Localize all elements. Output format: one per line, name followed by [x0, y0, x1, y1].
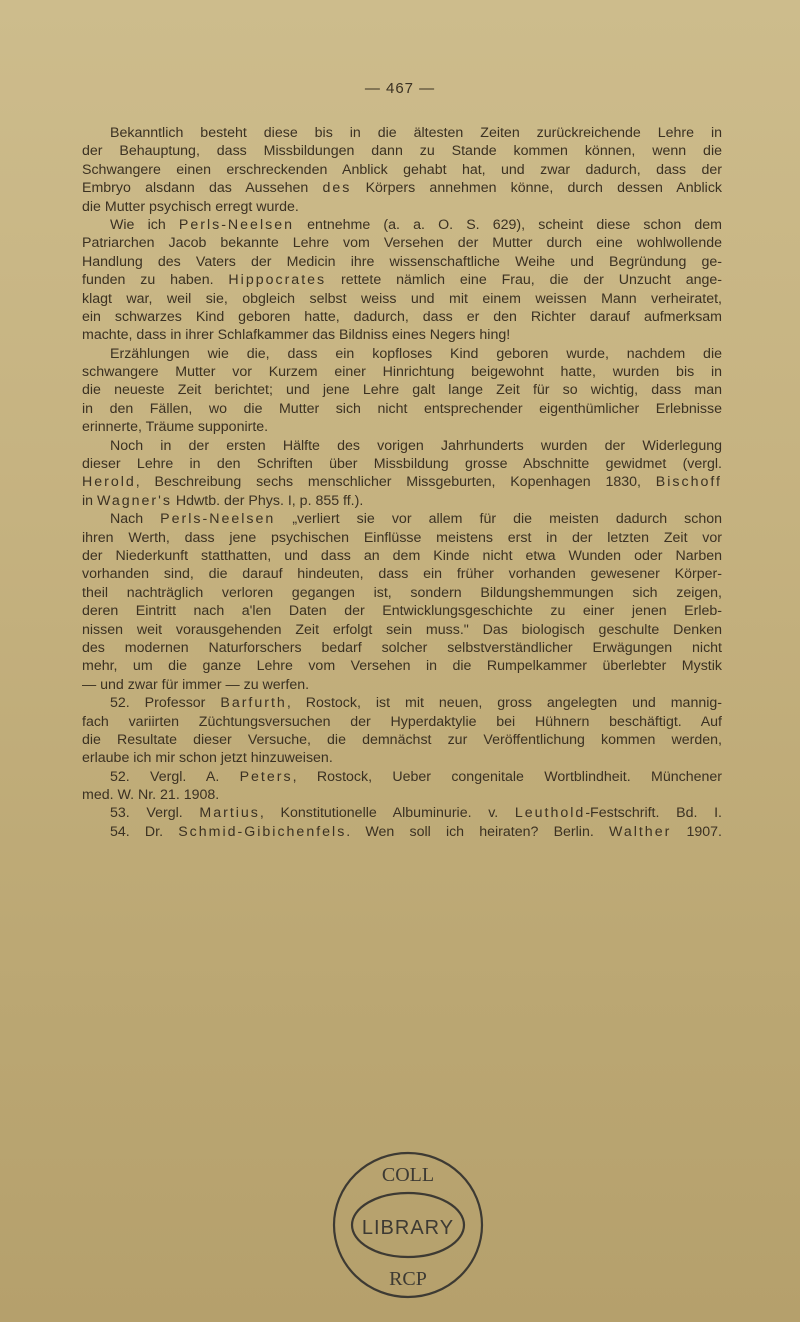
text-line — [82, 216, 722, 234]
text-line — [82, 418, 722, 436]
text-segment: med. W. Nr. 21. 1908. — [82, 787, 220, 804]
text-line — [82, 124, 722, 142]
text-line — [82, 676, 722, 694]
text-segment: , Konstitutionelle Albuminurie. v. — [259, 805, 515, 822]
text-segment: Embryo alsdann das Aussehen — [82, 180, 323, 197]
spaced-name: Leuthold — [514, 805, 586, 822]
text-line — [82, 234, 722, 252]
text-line — [82, 731, 722, 749]
text-segment: 54. Dr. — [110, 823, 179, 840]
text-segment: der Behauptung, dass Missbildungen dann zu Stande kommen können, wenn die — [82, 143, 722, 160]
text-line — [82, 510, 722, 528]
body-text — [82, 124, 722, 841]
text-line — [82, 326, 722, 344]
text-segment: 53. Vergl. — [110, 805, 200, 822]
library-stamp — [328, 1145, 488, 1305]
text-segment: Wie ich — [110, 216, 179, 233]
text-line — [82, 547, 722, 565]
spaced-name: Perls-Neelsen — [160, 511, 276, 528]
spaced-name: Perls-Neelsen — [178, 216, 294, 233]
text-segment: dieser Lehre in den Schriften über Missbildung grosse Abschnitte gewidmet (vergl. — [82, 456, 722, 473]
text-line — [82, 565, 722, 583]
text-segment: die Mutter psychisch erregt wurde. — [82, 198, 299, 215]
text-line — [82, 290, 722, 308]
text-line — [82, 345, 722, 363]
text-segment: „verliert sie vor allem für die meisten dadurch schon — [275, 511, 722, 528]
text-line — [82, 253, 722, 271]
text-segment: Bekanntlich besteht diese bis in die ältesten Zeiten zurückreichende Lehre in — [110, 125, 722, 141]
text-line — [82, 363, 722, 381]
text-segment: funden zu haben. — [82, 272, 229, 289]
text-segment: -Festschrift. Bd. I. — [585, 805, 722, 822]
text-segment: , Rostock, ist mit neuen, gross angelegten und mannig- — [286, 695, 722, 712]
text-line — [82, 749, 722, 767]
spaced-name: Hippocrates — [228, 272, 327, 289]
text-segment: deren Eintritt nach a'len Daten der Entwicklungsgeschichte zu einer jenen Erleb- — [82, 603, 722, 620]
text-line — [82, 529, 722, 547]
text-line — [82, 786, 722, 804]
text-segment: mehr, um die ganze Lehre vom Versehen in die Rumpelkammer überlebter Mystik — [82, 658, 722, 675]
text-line — [82, 271, 722, 289]
text-segment: in den Fällen, wo die Mutter sich nicht entsprechender eigenthümlicher Erlebnisse — [82, 400, 722, 417]
text-segment: erlaube ich mir schon jetzt hinzuweisen. — [82, 750, 333, 767]
text-segment: erinnerte, Träume supponirte. — [82, 419, 269, 436]
text-line — [82, 161, 722, 179]
stamp-library-text: LIBRARY — [361, 1217, 455, 1239]
text-line — [82, 381, 722, 399]
text-segment: 1907. — [671, 823, 722, 840]
text-segment: Noch in der ersten Hälfte des vorigen Jahrhunderts wurden der Widerlegung — [110, 437, 722, 454]
spaced-name: des — [322, 180, 352, 197]
text-line — [82, 400, 722, 418]
text-segment: des modernen Naturforschers bedarf solcher selbstverständlicher Erwägungen nicht — [82, 639, 722, 656]
text-segment: — und zwar für immer — zu werfen. — [82, 676, 310, 693]
text-line — [82, 694, 722, 712]
spaced-name: Barfurth — [220, 695, 287, 712]
text-segment: , Rostock, Ueber congenitale Wortblindheit. Münchener — [292, 768, 722, 785]
text-line — [82, 437, 722, 455]
text-segment: theil nachträglich verloren gegangen ist, sondern Bildungshemmungen sich zeigen, — [82, 584, 722, 601]
spaced-name: Wagner's — [96, 492, 172, 509]
text-segment: ihren Werth, dass jene psychischen Einflüsse meistens erst in der letzten Zeit vor — [82, 529, 722, 546]
text-segment: der Niederkunft statthatten, und dass an dem Kinde nicht etwa Wunden oder Narben — [82, 547, 722, 564]
text-segment: entnehme (a. a. O. S. 629), scheint diese schon dem — [293, 216, 722, 233]
text-segment: in — [82, 492, 97, 509]
text-segment: klagt war, weil sie, obgleich selbst weiss und mit einem weissen Mann verheiratet, — [82, 290, 722, 307]
text-segment: machte, dass in ihrer Schlafkammer das Bildniss eines Negers hing! — [82, 327, 511, 344]
text-line — [82, 713, 722, 731]
text-segment: die neueste Zeit berichtet; und jene Lehre galt lange Zeit für so wichtig, dass man — [82, 382, 722, 399]
text-segment: vorhanden sind, die darauf hindeuten, dass ein früher vorhanden gewesener Körper- — [82, 566, 722, 583]
text-line — [82, 142, 722, 160]
text-segment: , Beschreibung sechs menschlicher Missgeburten, Kopenhagen 1830, — [135, 474, 656, 491]
text-line — [82, 308, 722, 326]
spaced-name: Peters — [239, 768, 293, 785]
text-line — [82, 602, 722, 620]
spaced-name: Walther — [608, 823, 672, 840]
spaced-name: Martius — [199, 805, 260, 822]
text-segment: Patriarchen Jacob bekannte Lehre vom Versehen der Mutter durch eine wohlwollende — [82, 235, 722, 252]
spaced-name: Schmid-Gibichenfels — [178, 823, 347, 840]
text-line — [82, 804, 722, 822]
stamp-bottom-text: RCP — [389, 1268, 427, 1290]
text-segment: schwangere Mutter vor Kurzem einer Hinrichtung beigewohnt hatte, wurden bis in — [82, 364, 722, 381]
text-segment: Handlung des Vaters der Medicin ihre wissenschaftliche Weihe und Begründung ge- — [82, 253, 722, 270]
stamp-top-text: COLL — [381, 1164, 435, 1186]
text-segment: die Resultate dieser Versuche, die demnächst zur Veröffentlichung kommen werden, — [82, 731, 722, 748]
text-line — [82, 179, 722, 197]
text-line — [82, 823, 722, 841]
text-segment: Schwangere einen erschreckenden Anblick gehabt hat, und zwar dadurch, dass der — [82, 161, 722, 178]
text-line — [82, 492, 722, 510]
text-segment: . Wen soll ich heiraten? Berlin. — [346, 823, 609, 840]
spaced-name: Herold — [82, 474, 136, 491]
text-line — [82, 639, 722, 657]
text-line — [82, 657, 722, 675]
text-segment: Hdwtb. der Phys. I, p. 855 ff.). — [171, 492, 364, 509]
text-line — [82, 621, 722, 639]
text-line — [82, 768, 722, 786]
text-segment: Nach — [110, 511, 161, 528]
text-segment: fach variirten Züchtungsversuchen der Hyperdaktylie bei Hühnern beschäftigt. Auf — [82, 713, 722, 730]
text-segment: 52. Vergl. A. — [110, 768, 240, 785]
text-line — [82, 584, 722, 602]
text-segment: rettete nämlich eine Frau, die der Unzucht ange- — [326, 272, 722, 289]
spaced-name: Bischoff — [655, 474, 722, 491]
text-segment: nissen weit vorausgehenden Zeit erfolgt sein muss." Das biologisch geschulte Denken — [82, 621, 722, 638]
text-line — [82, 455, 722, 473]
text-segment: ein schwarzes Kind geboren hatte, dadurch, dass er den Richter darauf aufmerksam — [82, 308, 722, 325]
text-segment: Körpers annehmen könne, durch dessen Anblick — [351, 180, 723, 197]
text-segment: Erzählungen wie die, dass ein kopfloses Kind geboren wurde, nachdem die — [110, 345, 722, 362]
text-segment: 52. Professor — [110, 695, 221, 712]
page-number: — 467 — — [364, 80, 436, 97]
text-line — [82, 473, 722, 491]
text-line — [82, 198, 722, 216]
